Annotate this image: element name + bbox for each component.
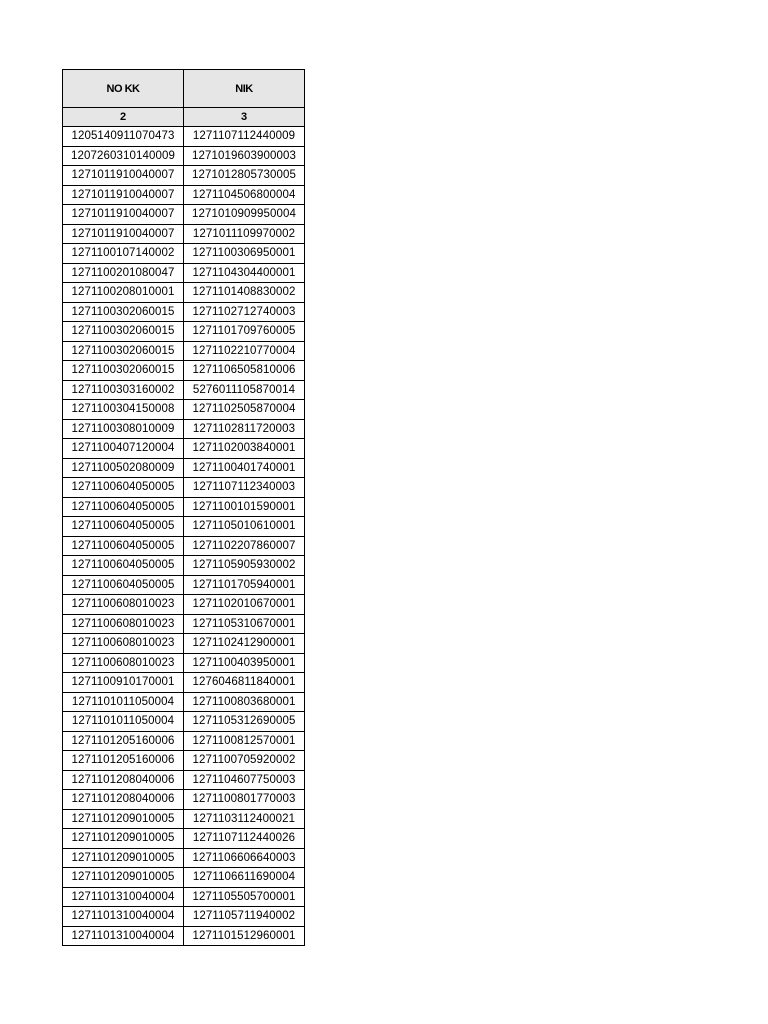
table-row <box>63 322 305 342</box>
cell-no-kk: 1271100604050005 <box>63 556 184 576</box>
cell-nik: 1271102412900001 <box>184 634 305 654</box>
column-number-nik: 3 <box>184 108 305 127</box>
table-row <box>63 166 305 186</box>
cell-no-kk: 1271100407120004 <box>63 439 184 459</box>
cell-nik: 1271102207860007 <box>184 536 305 556</box>
table-row <box>63 283 305 303</box>
cell-nik: 1271100101590001 <box>184 497 305 517</box>
cell-no-kk: 1271101011050004 <box>63 692 184 712</box>
table-row <box>63 575 305 595</box>
cell-no-kk: 1271101208040006 <box>63 770 184 790</box>
cell-nik: 1271105905930002 <box>184 556 305 576</box>
cell-no-kk: 1271100302060015 <box>63 361 184 381</box>
cell-nik: 1271107112340003 <box>184 478 305 498</box>
table-row <box>63 439 305 459</box>
column-header-no-kk: NO KK <box>63 70 184 108</box>
cell-no-kk: 1271100303160002 <box>63 380 184 400</box>
cell-no-kk: 1205140911070473 <box>63 127 184 147</box>
cell-nik: 1271012805730005 <box>184 166 305 186</box>
column-header-nik: NIK <box>184 70 305 108</box>
table-row <box>63 146 305 166</box>
cell-no-kk: 1271100201080047 <box>63 263 184 283</box>
header-row <box>63 70 305 108</box>
cell-no-kk: 1271101011050004 <box>63 712 184 732</box>
table-row <box>63 692 305 712</box>
cell-nik: 1271107112440026 <box>184 829 305 849</box>
cell-nik: 1271102505870004 <box>184 400 305 420</box>
cell-no-kk: 1271101209010005 <box>63 848 184 868</box>
cell-no-kk: 1271100604050005 <box>63 536 184 556</box>
cell-no-kk: 1271101205160006 <box>63 731 184 751</box>
table-row <box>63 653 305 673</box>
cell-no-kk: 1271100304150008 <box>63 400 184 420</box>
table-row <box>63 302 305 322</box>
cell-nik: 1271100705920002 <box>184 751 305 771</box>
table-row <box>63 634 305 654</box>
cell-no-kk: 1271101310040004 <box>63 907 184 927</box>
cell-nik: 1271100403950001 <box>184 653 305 673</box>
table-row <box>63 244 305 264</box>
table-row <box>63 712 305 732</box>
cell-no-kk: 1271101209010005 <box>63 829 184 849</box>
cell-nik: 1271011109970002 <box>184 224 305 244</box>
table-row <box>63 263 305 283</box>
table-row <box>63 185 305 205</box>
cell-nik: 1271104304400001 <box>184 263 305 283</box>
cell-nik: 1271103112400021 <box>184 809 305 829</box>
cell-no-kk: 1271101208040006 <box>63 790 184 810</box>
table-row <box>63 868 305 888</box>
table-row <box>63 361 305 381</box>
cell-no-kk: 1271011910040007 <box>63 205 184 225</box>
cell-nik: 1271101408830002 <box>184 283 305 303</box>
cell-nik: 5276011105870014 <box>184 380 305 400</box>
cell-nik: 1271102010670001 <box>184 595 305 615</box>
column-number-no-kk: 2 <box>63 108 184 127</box>
cell-nik: 1271100812570001 <box>184 731 305 751</box>
cell-nik: 1271101705940001 <box>184 575 305 595</box>
cell-no-kk: 1271100302060015 <box>63 341 184 361</box>
table-row <box>63 907 305 927</box>
cell-nik: 1271106611690004 <box>184 868 305 888</box>
table-row <box>63 595 305 615</box>
cell-nik: 1271100801770003 <box>184 790 305 810</box>
cell-nik: 1271019603900003 <box>184 146 305 166</box>
table-row <box>63 205 305 225</box>
cell-no-kk: 1271101310040004 <box>63 926 184 946</box>
table-body <box>63 127 305 946</box>
table-row <box>63 848 305 868</box>
cell-nik: 1271104607750003 <box>184 770 305 790</box>
cell-nik: 1271102210770004 <box>184 341 305 361</box>
cell-nik: 1271105312690005 <box>184 712 305 732</box>
cell-nik: 1271105010610001 <box>184 517 305 537</box>
cell-no-kk: 1271100302060015 <box>63 322 184 342</box>
table-row <box>63 770 305 790</box>
table-row <box>63 419 305 439</box>
table-row <box>63 926 305 946</box>
table-row <box>63 458 305 478</box>
cell-nik: 1271101709760005 <box>184 322 305 342</box>
cell-no-kk: 1271101205160006 <box>63 751 184 771</box>
cell-no-kk: 1271100608010023 <box>63 653 184 673</box>
table-row <box>63 517 305 537</box>
cell-no-kk: 1271100608010023 <box>63 634 184 654</box>
cell-nik: 1271105711940002 <box>184 907 305 927</box>
table-row <box>63 478 305 498</box>
cell-no-kk: 1271100107140002 <box>63 244 184 264</box>
cell-nik: 1271100803680001 <box>184 692 305 712</box>
table-row <box>63 400 305 420</box>
table-row <box>63 790 305 810</box>
table-row <box>63 224 305 244</box>
cell-nik: 1271105505700001 <box>184 887 305 907</box>
column-number-row <box>63 108 305 127</box>
cell-nik: 1271104506800004 <box>184 185 305 205</box>
cell-nik: 1271106505810006 <box>184 361 305 381</box>
cell-no-kk: 1271100608010023 <box>63 614 184 634</box>
cell-no-kk: 1207260310140009 <box>63 146 184 166</box>
cell-nik: 1271102712740003 <box>184 302 305 322</box>
cell-nik: 1276046811840001 <box>184 673 305 693</box>
cell-no-kk: 1271011910040007 <box>63 224 184 244</box>
cell-no-kk: 1271100604050005 <box>63 497 184 517</box>
cell-no-kk: 1271101310040004 <box>63 887 184 907</box>
cell-nik: 1271102811720003 <box>184 419 305 439</box>
table-row <box>63 380 305 400</box>
cell-no-kk: 1271100308010009 <box>63 419 184 439</box>
cell-no-kk: 1271011910040007 <box>63 166 184 186</box>
cell-nik: 1271102003840001 <box>184 439 305 459</box>
table-row <box>63 556 305 576</box>
table-row <box>63 829 305 849</box>
cell-no-kk: 1271100208010001 <box>63 283 184 303</box>
table-row <box>63 887 305 907</box>
cell-no-kk: 1271100604050005 <box>63 575 184 595</box>
cell-no-kk: 1271100604050005 <box>63 478 184 498</box>
table-row <box>63 127 305 147</box>
table-row <box>63 536 305 556</box>
table-row <box>63 731 305 751</box>
cell-no-kk: 1271011910040007 <box>63 185 184 205</box>
table-row <box>63 673 305 693</box>
cell-nik: 1271100401740001 <box>184 458 305 478</box>
table-row <box>63 809 305 829</box>
data-table <box>62 69 305 946</box>
cell-no-kk: 1271100502080009 <box>63 458 184 478</box>
cell-nik: 1271106606640003 <box>184 848 305 868</box>
table-row <box>63 614 305 634</box>
table-row <box>63 341 305 361</box>
cell-no-kk: 1271100910170001 <box>63 673 184 693</box>
cell-nik: 1271105310670001 <box>184 614 305 634</box>
table-row <box>63 751 305 771</box>
cell-nik: 1271101512960001 <box>184 926 305 946</box>
cell-nik: 1271107112440009 <box>184 127 305 147</box>
cell-no-kk: 1271101209010005 <box>63 868 184 888</box>
cell-nik: 1271010909950004 <box>184 205 305 225</box>
cell-no-kk: 1271100608010023 <box>63 595 184 615</box>
cell-no-kk: 1271101209010005 <box>63 809 184 829</box>
cell-no-kk: 1271100604050005 <box>63 517 184 537</box>
cell-no-kk: 1271100302060015 <box>63 302 184 322</box>
cell-nik: 1271100306950001 <box>184 244 305 264</box>
table-row <box>63 497 305 517</box>
